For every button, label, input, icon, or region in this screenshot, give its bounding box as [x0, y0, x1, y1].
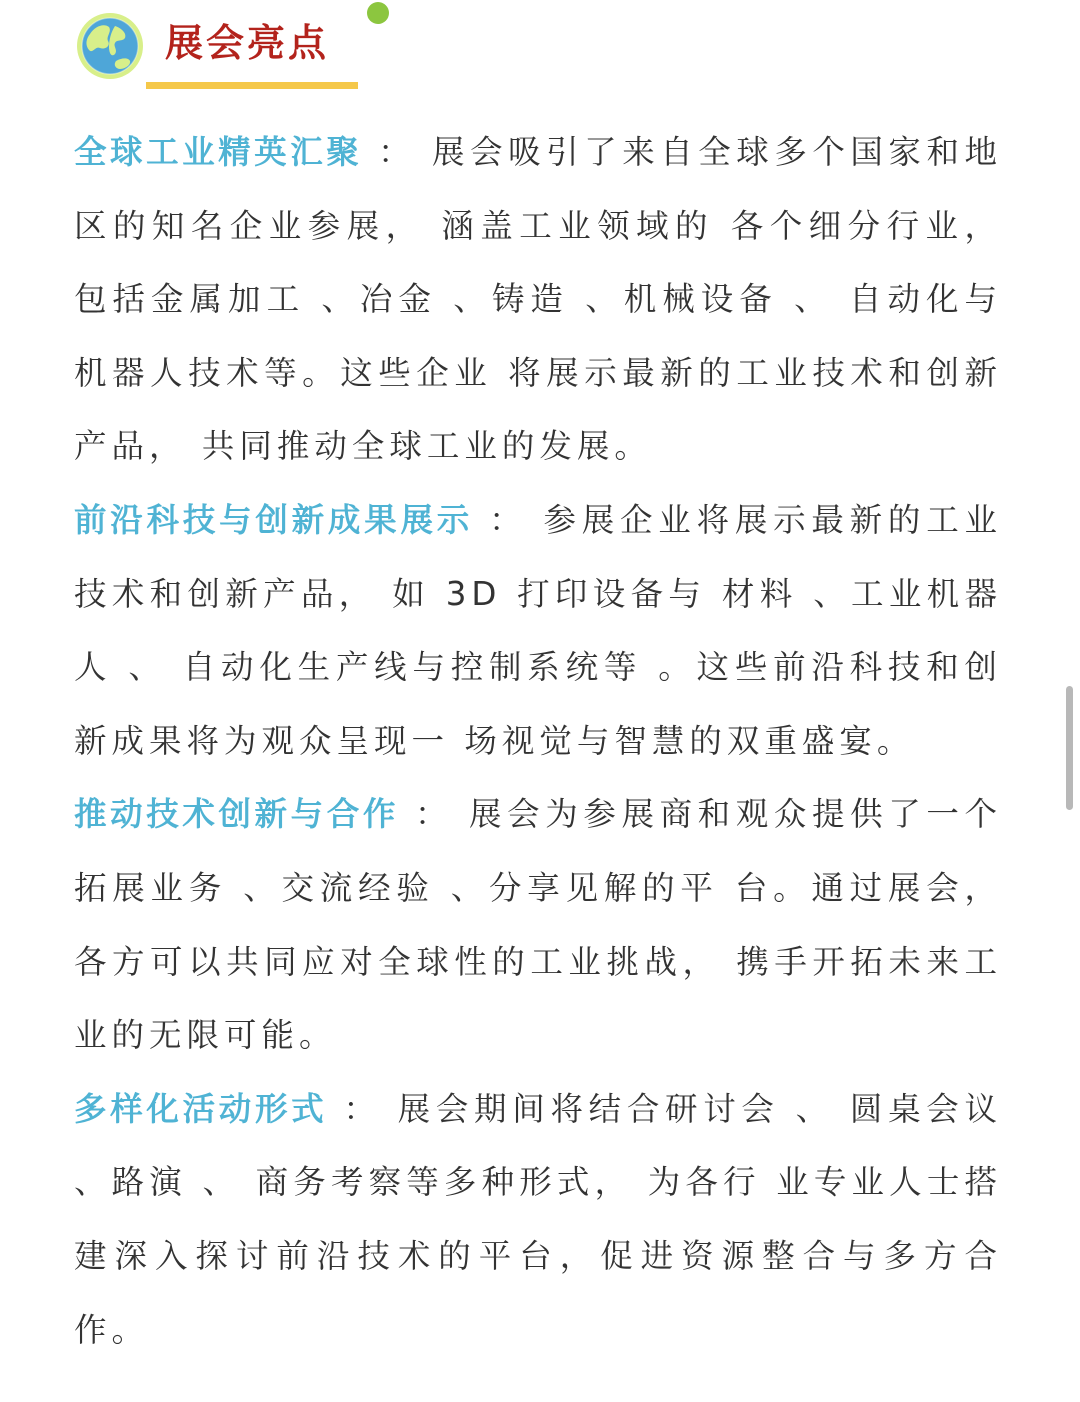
heading-separator: ：: [362, 133, 433, 171]
title-underline: [146, 82, 358, 89]
highlight-heading: 推动技术创新与合作: [74, 795, 400, 834]
heading-separator: ：: [473, 500, 544, 539]
highlight-paragraph: [74, 116, 1002, 484]
section-header: [0, 0, 1080, 100]
heading-separator: ：: [399, 795, 470, 834]
highlight-text: 展会吸引了来自全球多个国家和地区的知名企业参展， 涵盖工业领域的 各个细分行业，包括金属加工 、冶金 、铸造 、机械设备 、 自动化与机器人技术等。这些企业 将展示最新的工业技术和创新产品， 共同推动全球工业的发展。: [74, 133, 1002, 466]
scrollbar-thumb[interactable]: [1066, 686, 1073, 810]
highlight-paragraph: [74, 1073, 1002, 1367]
highlight-text: 参展企业将展示最新的工业技术和创新产品， 如 3D 打印设备与 材料 、工业机器人 、 自动化生产线与控制系统等 。这些前沿科技和创新成果将为观众呈现一 场视觉与智慧的双重盛宴。: [74, 500, 1002, 760]
highlight-heading: 多样化活动形式: [74, 1089, 328, 1128]
highlight-text: 展会期间将结合研讨会 、 圆桌会议 、路演 、 商务考察等多种形式， 为各行 业专业人士搭建深入探讨前沿技术的平台，促进资源整合与多方合作。: [74, 1089, 1002, 1349]
highlights-content: [74, 116, 1002, 1367]
highlight-paragraph: [74, 778, 1002, 1072]
highlight-paragraph: [74, 484, 1002, 778]
highlight-text: 展会为参展商和观众提供了一个拓展业务 、交流经验 、分享见解的平 台。通过展会，各方可以共同应对全球性的工业挑战， 携手开拓未来工业的无限可能。: [74, 795, 1002, 1055]
heading-separator: ：: [327, 1089, 398, 1128]
highlight-heading: 全球工业精英汇聚: [74, 133, 363, 171]
highlight-heading: 前沿科技与创新成果展示: [74, 500, 473, 539]
decorative-dot: [367, 2, 389, 24]
globe-icon: [76, 12, 144, 80]
page-title: 展会亮点: [165, 21, 330, 65]
